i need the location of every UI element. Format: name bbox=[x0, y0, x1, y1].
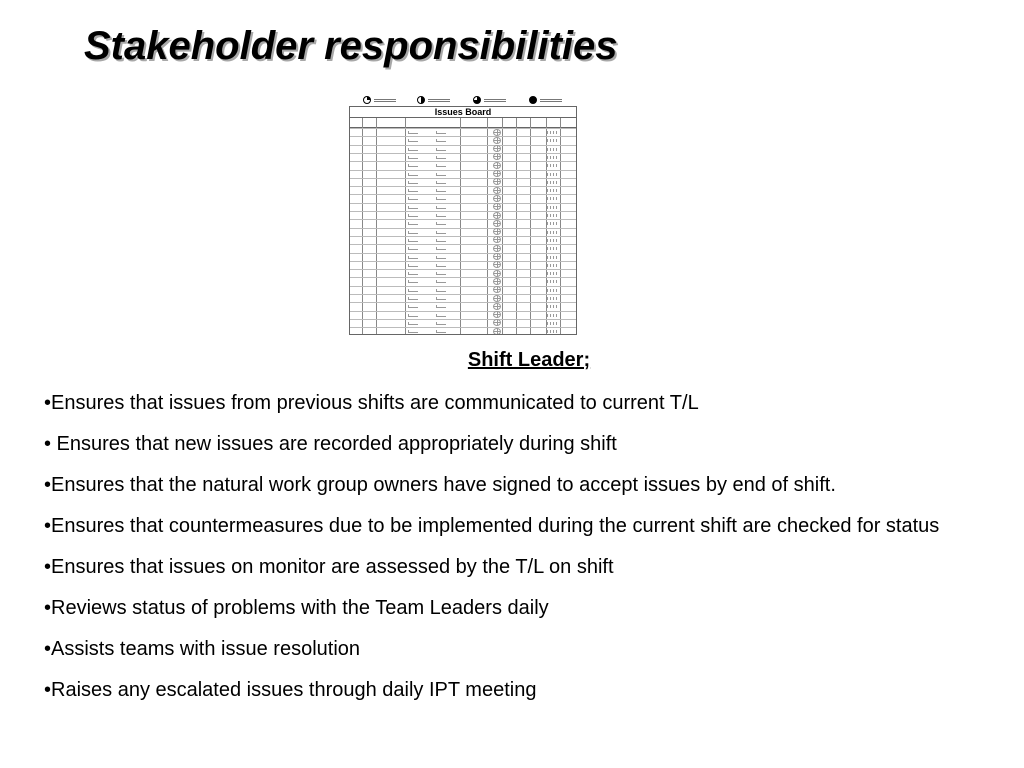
board-row-line bbox=[350, 311, 576, 312]
signoff-boxes bbox=[547, 139, 559, 142]
board-row-line bbox=[350, 302, 576, 303]
signoff-boxes bbox=[547, 173, 559, 176]
board-row-line bbox=[350, 277, 576, 278]
board-entry-mark bbox=[408, 206, 418, 209]
signoff-boxes bbox=[547, 297, 559, 300]
signoff-boxes bbox=[547, 256, 559, 259]
status-circle-icon bbox=[493, 286, 501, 293]
board-entry-mark bbox=[408, 247, 418, 250]
legend-item bbox=[363, 96, 396, 104]
board-entry-mark bbox=[408, 231, 418, 234]
legend-item bbox=[473, 96, 506, 104]
status-circle-icon bbox=[493, 162, 501, 169]
status-circle-icon bbox=[493, 278, 501, 285]
board-row-line bbox=[350, 153, 576, 154]
responsibility-list bbox=[44, 390, 1004, 718]
status-circle-icon bbox=[493, 195, 501, 202]
board-entry-mark bbox=[408, 280, 418, 283]
board-entry-mark bbox=[408, 314, 418, 317]
three-quarter-pie-icon bbox=[473, 96, 481, 104]
status-circle-icon bbox=[493, 236, 501, 243]
board-entry-mark bbox=[436, 197, 446, 200]
board-entry-mark bbox=[436, 173, 446, 176]
board-entry-mark bbox=[408, 222, 418, 225]
board-entry-mark bbox=[408, 156, 418, 159]
board-entry-mark bbox=[436, 322, 446, 325]
status-circle-icon bbox=[493, 295, 501, 302]
page-title: Stakeholder responsibilities bbox=[84, 24, 618, 68]
board-row-line bbox=[350, 228, 576, 229]
status-circle-icon bbox=[493, 129, 501, 136]
board-row-line bbox=[350, 269, 576, 270]
status-circle-icon bbox=[493, 137, 501, 144]
board-row-line bbox=[350, 319, 576, 320]
list-item: •Assists teams with issue resolution bbox=[44, 638, 361, 660]
status-circle-icon bbox=[493, 153, 501, 160]
issues-board-image bbox=[349, 95, 577, 335]
board-entry-mark bbox=[408, 139, 418, 142]
board-entry-mark bbox=[436, 330, 446, 333]
board-row-line bbox=[350, 194, 576, 195]
status-circle-icon bbox=[493, 178, 501, 185]
list-item: •Ensures that issues from previous shifts are communicated to current T/L bbox=[44, 392, 699, 414]
board-row-line bbox=[350, 261, 576, 262]
status-circle-icon bbox=[493, 187, 501, 194]
signoff-boxes bbox=[547, 264, 559, 267]
board-title: Issues Board bbox=[434, 107, 492, 117]
board-entry-mark bbox=[436, 131, 446, 134]
board-entry-mark bbox=[436, 231, 446, 234]
status-circle-icon bbox=[493, 261, 501, 268]
signoff-boxes bbox=[547, 206, 559, 209]
board-entry-mark bbox=[408, 239, 418, 242]
signoff-boxes bbox=[547, 197, 559, 200]
board-entry-mark bbox=[436, 164, 446, 167]
board-entry-mark bbox=[436, 239, 446, 242]
legend-item bbox=[529, 96, 562, 104]
signoff-boxes bbox=[547, 305, 559, 308]
status-circle-icon bbox=[493, 303, 501, 310]
board-row-line bbox=[350, 170, 576, 171]
board-row-line bbox=[350, 286, 576, 287]
board-entry-mark bbox=[408, 131, 418, 134]
status-circle-icon bbox=[493, 253, 501, 260]
section-heading: Shift Leader; bbox=[467, 349, 591, 371]
board-entry-mark bbox=[408, 256, 418, 259]
full-pie-icon bbox=[529, 96, 537, 104]
status-circle-icon bbox=[493, 311, 501, 318]
board-row-line bbox=[350, 136, 576, 137]
board-entry-mark bbox=[408, 197, 418, 200]
board-row-line bbox=[350, 236, 576, 237]
signoff-boxes bbox=[547, 247, 559, 250]
board-entry-mark bbox=[408, 297, 418, 300]
board-row-line bbox=[350, 219, 576, 220]
signoff-boxes bbox=[547, 289, 559, 292]
signoff-boxes bbox=[547, 231, 559, 234]
list-item: •Ensures that countermeasures due to be implemented during the current shift are checked for status bbox=[44, 515, 940, 537]
signoff-boxes bbox=[547, 330, 559, 333]
list-item: •Raises any escalated issues through daily IPT meeting bbox=[44, 679, 537, 701]
status-circle-icon bbox=[493, 170, 501, 177]
board-entry-mark bbox=[436, 222, 446, 225]
board-row-line bbox=[350, 294, 576, 295]
board-entry-mark bbox=[436, 264, 446, 267]
list-item: •Ensures that issues on monitor are assessed by the T/L on shift bbox=[44, 556, 614, 578]
board-entry-mark bbox=[436, 206, 446, 209]
board-row-line bbox=[350, 327, 576, 328]
board-row-line bbox=[350, 178, 576, 179]
board-entry-mark bbox=[408, 214, 418, 217]
board-grid bbox=[350, 117, 576, 335]
board-entry-mark bbox=[408, 173, 418, 176]
board-row-line bbox=[350, 253, 576, 254]
board-entry-mark bbox=[408, 330, 418, 333]
status-circle-icon bbox=[493, 319, 501, 326]
board-entry-mark bbox=[436, 289, 446, 292]
signoff-boxes bbox=[547, 222, 559, 225]
board-entry-mark bbox=[436, 297, 446, 300]
board-row-line bbox=[350, 203, 576, 204]
board-entry-mark bbox=[436, 280, 446, 283]
board-header-row bbox=[350, 118, 576, 128]
board-row-line bbox=[350, 161, 576, 162]
board-entry-mark bbox=[436, 139, 446, 142]
board-row-line bbox=[350, 211, 576, 212]
board-entry-mark bbox=[408, 264, 418, 267]
legend-item bbox=[417, 96, 450, 104]
board-entry-mark bbox=[436, 247, 446, 250]
board-entry-mark bbox=[436, 305, 446, 308]
board-entry-mark bbox=[408, 289, 418, 292]
status-circle-icon bbox=[493, 228, 501, 235]
board-row-line bbox=[350, 145, 576, 146]
signoff-boxes bbox=[547, 131, 559, 134]
signoff-boxes bbox=[547, 148, 559, 151]
status-circle-icon bbox=[493, 212, 501, 219]
signoff-boxes bbox=[547, 239, 559, 242]
board-entry-mark bbox=[408, 305, 418, 308]
list-item: • Ensures that new issues are recorded appropriately during shift bbox=[44, 433, 617, 455]
board-entry-mark bbox=[408, 164, 418, 167]
board-entry-mark bbox=[436, 156, 446, 159]
board-entry-mark bbox=[408, 189, 418, 192]
signoff-boxes bbox=[547, 280, 559, 283]
board-entry-mark bbox=[436, 148, 446, 151]
board-entry-mark bbox=[408, 272, 418, 275]
signoff-boxes bbox=[547, 156, 559, 159]
signoff-boxes bbox=[547, 272, 559, 275]
status-circle-icon bbox=[493, 270, 501, 277]
board-entry-mark bbox=[408, 181, 418, 184]
status-circle-icon bbox=[493, 145, 501, 152]
board-entry-mark bbox=[408, 148, 418, 151]
board-row-line bbox=[350, 244, 576, 245]
half-pie-icon bbox=[417, 96, 425, 104]
status-circle-icon bbox=[493, 245, 501, 252]
board-entry-mark bbox=[436, 181, 446, 184]
signoff-boxes bbox=[547, 322, 559, 325]
signoff-boxes bbox=[547, 181, 559, 184]
signoff-boxes bbox=[547, 189, 559, 192]
list-item: •Ensures that the natural work group owners have signed to accept issues by end of shift. bbox=[44, 474, 836, 496]
issues-board-sheet bbox=[349, 106, 577, 335]
board-entry-mark bbox=[408, 322, 418, 325]
signoff-boxes bbox=[547, 314, 559, 317]
list-item: •Reviews status of problems with the Team Leaders daily bbox=[44, 597, 549, 619]
signoff-boxes bbox=[547, 214, 559, 217]
status-circle-icon bbox=[493, 220, 501, 227]
board-entry-mark bbox=[436, 272, 446, 275]
status-circle-icon bbox=[493, 328, 501, 335]
signoff-boxes bbox=[547, 164, 559, 167]
quarter-pie-icon bbox=[363, 96, 371, 104]
board-row-line bbox=[350, 128, 576, 129]
board-row-line bbox=[350, 186, 576, 187]
board-entry-mark bbox=[436, 214, 446, 217]
status-circle-icon bbox=[493, 203, 501, 210]
board-entry-mark bbox=[436, 256, 446, 259]
board-entry-mark bbox=[436, 314, 446, 317]
board-entry-mark bbox=[436, 189, 446, 192]
